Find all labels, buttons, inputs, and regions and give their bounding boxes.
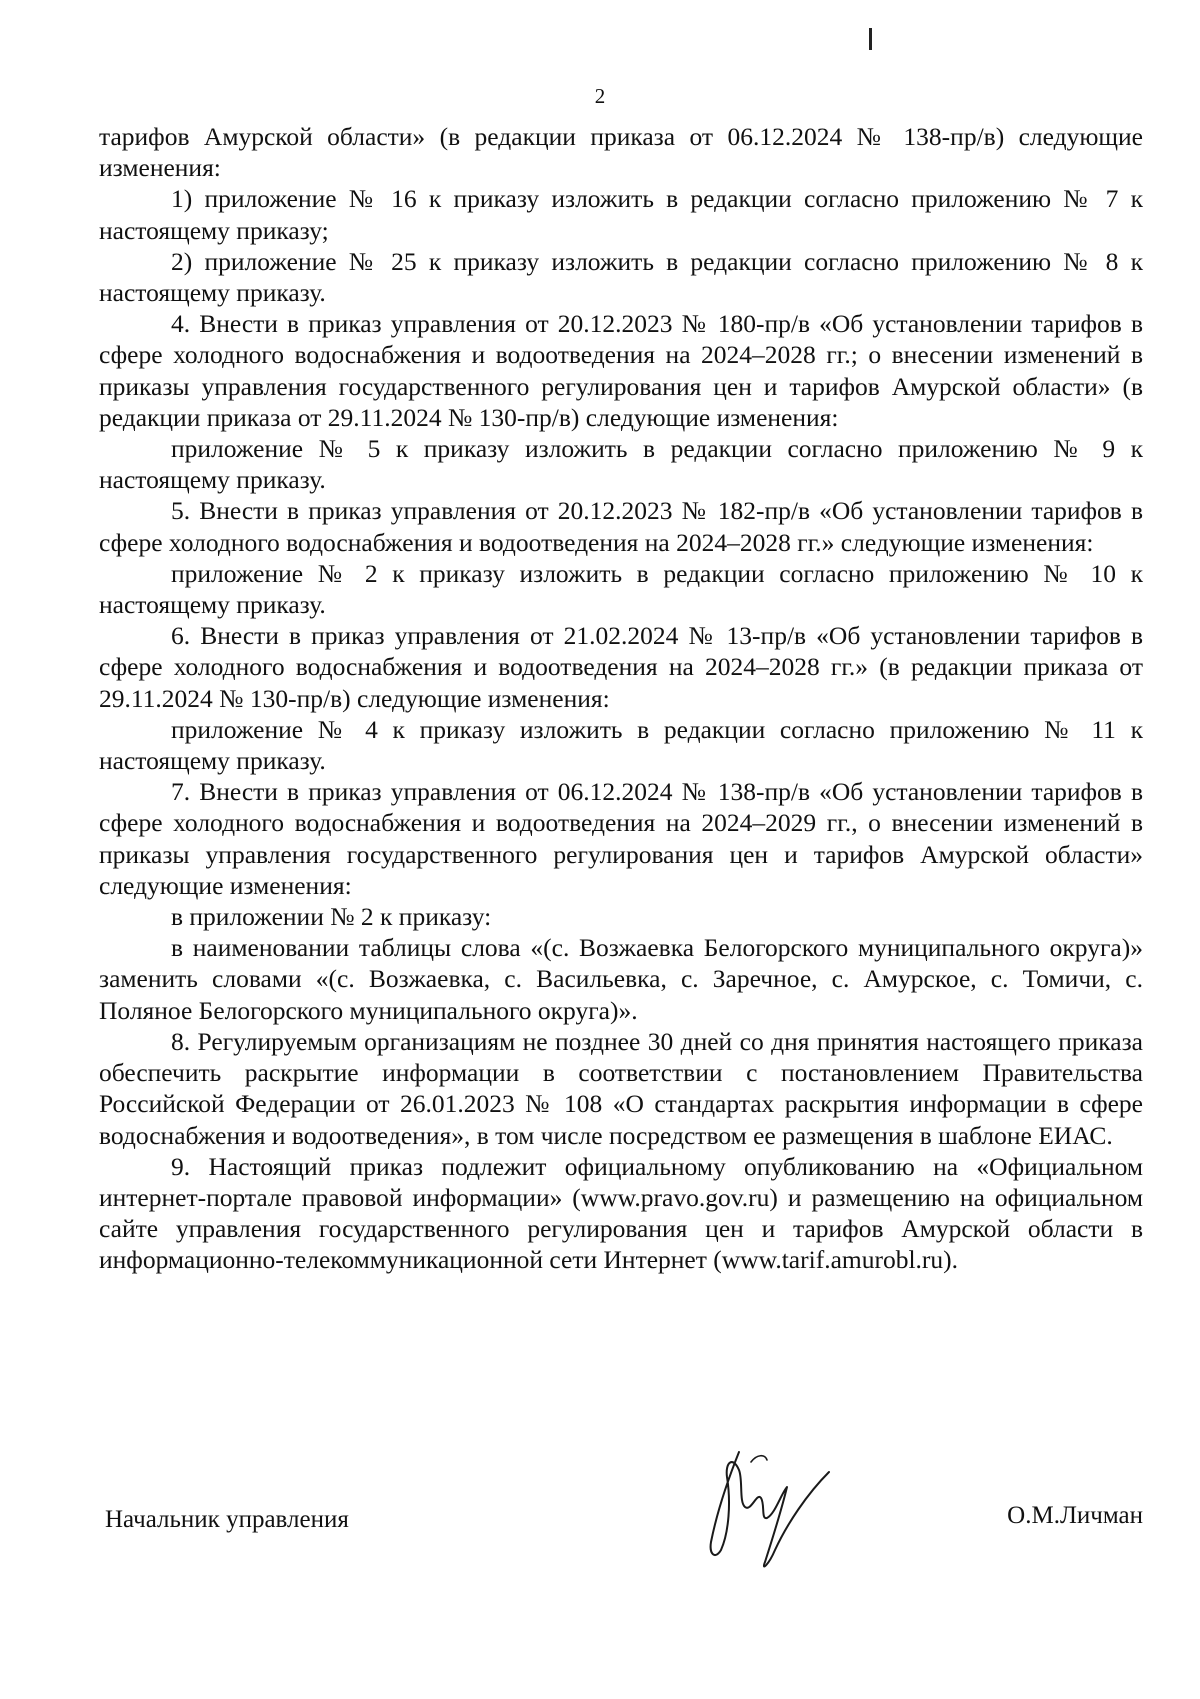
paragraph: 9. Настоящий приказ подлежит официальному опубликованию на «Официальном интернет-портале правовой информации» (www.pravo.gov.ru) и размещению на официальном сайте управления государственного регулирования цен и тарифов Амурской области в информационно-телекоммуникационной сети Интернет (www.tarif.amurobl.ru). xyxy=(99,1151,1143,1275)
document-body xyxy=(99,121,1143,1276)
paragraph: 2) приложение № 25 к приказу изложить в редакции согласно приложению № 8 к настоящему приказу. xyxy=(99,246,1143,308)
paragraph: 6. Внести в приказ управления от 21.02.2024 № 13-пр/в «Об установлении тарифов в сфере холодного водоснабжения и водоотведения на 2024–2028 гг.» (в редакции приказа от 29.11.2024 № 130-пр/в) следующие изменения: xyxy=(99,621,1143,713)
signatory-position: Начальник управления xyxy=(105,1506,349,1533)
paragraph: 7. Внести в приказ управления от 06.12.2024 № 138-пр/в «Об установлении тарифов в сфере холодного водоснабжения и водоотведения на 2024–2029 гг., о внесении изменений в приказы управления государственного регулирования цен и тарифов Амурской области» следующие изменения: xyxy=(99,777,1143,900)
paragraph: приложение № 2 к приказу изложить в редакции согласно приложению № 10 к настоящему приказу. xyxy=(99,558,1143,620)
paragraph: 8. Регулируемым организациям не позднее 30 дней со дня принятия настоящего приказа обеспечить раскрытие информации в соответствии с постановлением Правительства Российской Федерации от 26.01.2023 № 108 «О стандартах раскрытия информации в сфере водоснабжения и водоотведения», в том числе посредством ее размещения в шаблоне ЕИАС. xyxy=(99,1026,1143,1150)
paragraph: 1) приложение № 16 к приказу изложить в редакции согласно приложению № 7 к настоящему приказу; xyxy=(99,184,1143,245)
handwritten-signature xyxy=(669,1432,849,1582)
page-number: 2 xyxy=(594,84,606,108)
signature-block xyxy=(99,1470,1143,1620)
paragraph: в наименовании таблицы слова «(с. Возжаевка Белогорского муниципального округа)» заменить словами «(с. Возжаевка, с. Васильевка, с. Заречное, с. Амурское, с. Томичи, с. Поляное Белогорского муниципального округа)». xyxy=(99,933,1143,1025)
scan-artifact-mark xyxy=(869,28,872,50)
paragraph: приложение № 5 к приказу изложить в редакции согласно приложению № 9 к настоящему приказу. xyxy=(99,434,1143,495)
paragraph: 4. Внести в приказ управления от 20.12.2023 № 180-пр/в «Об установлении тарифов в сфере холодного водоснабжения и водоотведения на 2024–2028 гг.; о внесении изменений в приказы управления государственного регулирования цен и тарифов Амурской области» (в редакции приказа от 29.11.2024 № 130-пр/в) следующие изменения: xyxy=(99,309,1143,432)
signatory-name: О.М.Личман xyxy=(1007,1502,1143,1529)
paragraph: приложение № 4 к приказу изложить в редакции согласно приложению № 11 к настоящему приказу. xyxy=(99,714,1143,776)
paragraph: в приложении № 2 к приказу: xyxy=(171,902,492,932)
paragraph: 5. Внести в приказ управления от 20.12.2023 № 182-пр/в «Об установлении тарифов в сфере холодного водоснабжения и водоотведения на 2024–2028 гг.» следующие изменения: xyxy=(99,496,1143,557)
paragraph: тарифов Амурской области» (в редакции приказа от 06.12.2024 № 138-пр/в) следующие изменения: xyxy=(99,122,1143,183)
